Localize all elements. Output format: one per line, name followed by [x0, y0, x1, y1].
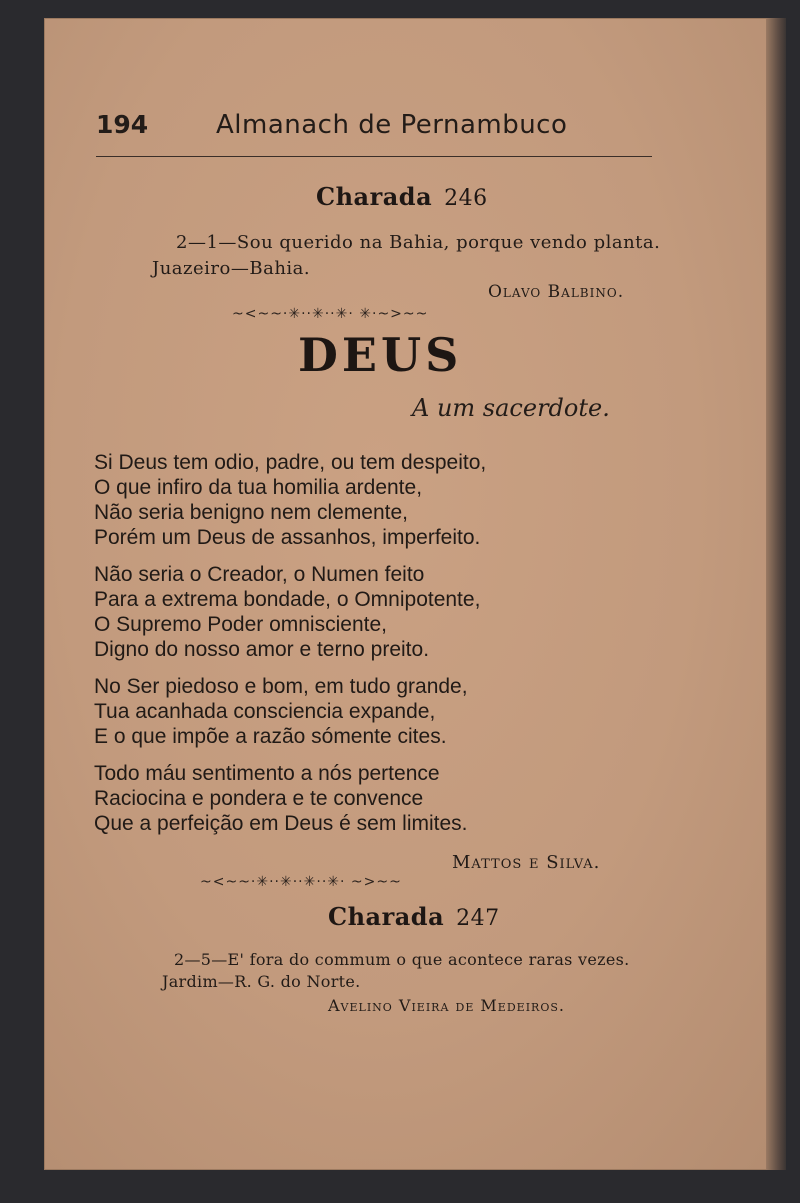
charada-247-line-2: Jardim—R. G. do Norte. — [162, 972, 361, 991]
charada-247-title — [328, 902, 500, 931]
ornament-divider-2: ~<~~·✳··✳··✳··✳· ~>~~ — [200, 874, 402, 890]
verse-line: Não seria o Creador, o Numen feito — [94, 563, 425, 586]
verse-line: Raciocina e pondera e te convence — [94, 787, 424, 810]
verse-line: No Ser piedoso e bom, em tudo grande, — [94, 675, 468, 698]
verse-line: Não seria benigno nem clemente, — [94, 501, 409, 524]
verse-line: E o que impõe a razão sómente cites. — [94, 725, 447, 748]
poem-title: DEUS — [298, 328, 463, 382]
charada-label: Charada — [328, 902, 445, 931]
charada-247-line-1: 2—5—E' fora do commum o que acontece raras vezes. — [174, 950, 630, 969]
book-spine — [766, 18, 786, 1170]
stanza-2 — [94, 562, 654, 662]
poem-body — [94, 450, 654, 848]
header-rule — [96, 156, 652, 157]
verse-line: Todo máu sentimento a nós pertence — [94, 762, 440, 785]
poem-dedication: A um sacerdote. — [412, 394, 610, 422]
running-title: Almanach de Pernambuco — [216, 110, 568, 140]
charada-246-title — [316, 182, 488, 211]
verse-line: Para a extrema bondade, o Omnipotente, — [94, 588, 481, 611]
page-number: 194 — [96, 110, 149, 139]
charada-246-line-1: 2—1—Sou querido na Bahia, porque vendo planta. — [176, 232, 661, 253]
charada-246-line-2: Juazeiro—Bahia. — [152, 258, 311, 279]
verse-line: Porém um Deus de assanhos, imperfeito. — [94, 526, 481, 549]
charada-247-author: Avelino Vieira de Medeiros. — [328, 996, 565, 1015]
ornament-divider-1: ~<~~·✳··✳··✳· ✳·~>~~ — [232, 306, 429, 322]
charada-number: 247 — [456, 906, 500, 931]
verse-line: Que a perfeição em Deus é sem limites. — [94, 812, 468, 835]
verse-line: Si Deus tem odio, padre, ou tem despeito, — [94, 451, 487, 474]
charada-label: Charada — [316, 182, 433, 211]
verse-line: Tua acanhada consciencia expande, — [94, 700, 436, 723]
stanza-4 — [94, 761, 654, 836]
charada-number: 246 — [444, 186, 488, 211]
verse-line: Digno do nosso amor e terno preito. — [94, 638, 430, 661]
charada-246-author: Olavo Balbino. — [488, 282, 625, 302]
poem-author: Mattos e Silva. — [452, 852, 601, 873]
stanza-3 — [94, 674, 654, 749]
stanza-1 — [94, 450, 654, 550]
verse-line: O que infiro da tua homilia ardente, — [94, 476, 423, 499]
verse-line: O Supremo Poder omnisciente, — [94, 613, 387, 636]
